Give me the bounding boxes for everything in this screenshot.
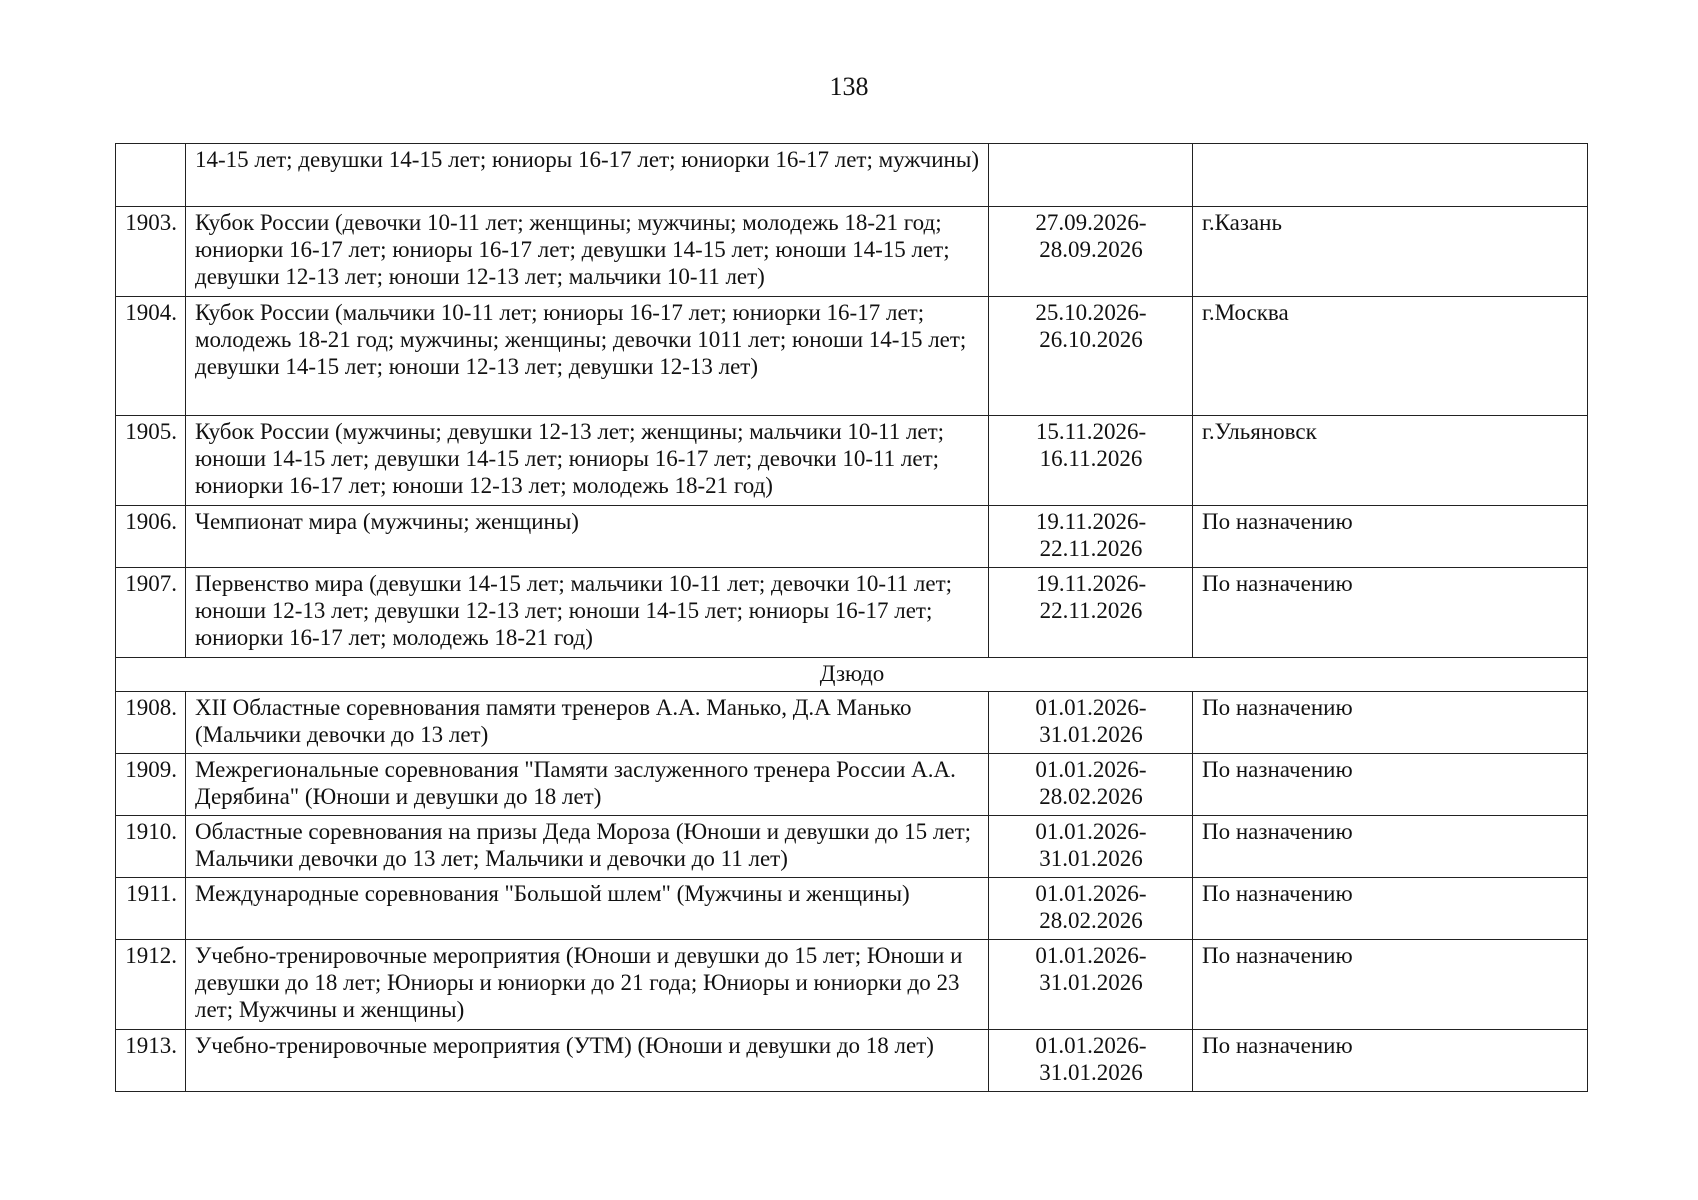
event-place: По назначению (1193, 568, 1588, 658)
table-row (116, 207, 1588, 297)
table-row (116, 416, 1588, 506)
event-name: Первенство мира (девушки 14-15 лет; мальчики 10-11 лет; девочки 10-11 лет; юноши 12-13 лет; девушки 12-13 лет; юноши 14-15 лет; юниоры 16-17 лет; юниорки 16-17 лет; молодежь 18-21 год) (186, 568, 989, 658)
event-dates: 01.01.2026-31.01.2026 (989, 1030, 1193, 1092)
event-place: По назначению (1193, 506, 1588, 568)
row-number: 1904. (116, 297, 186, 416)
event-name: Кубок России (мужчины; девушки 12-13 лет; женщины; мальчики 10-11 лет; юноши 14-15 лет; девушки 14-15 лет; юниоры 16-17 лет; девочки 10-11 лет; юниорки 16-17 лет; юноши 12-13 лет; молодежь 18-21 год) (186, 416, 989, 506)
event-name: XII Областные соревнования памяти тренеров А.А. Манько, Д.А Манько (Мальчики девочки до 13 лет) (186, 692, 989, 754)
event-place: По назначению (1193, 1030, 1588, 1092)
event-dates: 19.11.2026-22.11.2026 (989, 568, 1193, 658)
events-table (115, 143, 1588, 1092)
event-place: г.Ульяновск (1193, 416, 1588, 506)
table-row (116, 940, 1588, 1030)
event-name: Областные соревнования на призы Деда Мороза (Юноши и девушки до 15 лет; Мальчики девочки до 13 лет; Мальчики и девочки до 11 лет) (186, 816, 989, 878)
event-name: 14-15 лет; девушки 14-15 лет; юниоры 16-17 лет; юниорки 16-17 лет; мужчины) (186, 144, 989, 207)
event-dates: 27.09.2026-28.09.2026 (989, 207, 1193, 297)
row-number: 1907. (116, 568, 186, 658)
row-number: 1909. (116, 754, 186, 816)
event-name: Кубок России (мальчики 10-11 лет; юниоры 16-17 лет; юниорки 16-17 лет; молодежь 18-21 год; мужчины; женщины; девочки 1011 лет; юноши 14-15 лет; девушки 14-15 лет; юноши 12-13 лет; девушки 12-13 лет) (186, 297, 989, 416)
event-place: По назначению (1193, 754, 1588, 816)
table-row (116, 1030, 1588, 1092)
table-row (116, 144, 1588, 207)
event-name: Чемпионат мира (мужчины; женщины) (186, 506, 989, 568)
table-row (116, 297, 1588, 416)
table-row (116, 692, 1588, 754)
event-place: По назначению (1193, 816, 1588, 878)
page-number: 138 (829, 72, 869, 101)
event-dates: 19.11.2026-22.11.2026 (989, 506, 1193, 568)
table-row (116, 816, 1588, 878)
event-place: По назначению (1193, 940, 1588, 1030)
row-number: 1908. (116, 692, 186, 754)
table-row (116, 754, 1588, 816)
event-dates: 01.01.2026-28.02.2026 (989, 754, 1193, 816)
row-number: 1903. (116, 207, 186, 297)
event-dates: 25.10.2026-26.10.2026 (989, 297, 1193, 416)
row-number: 1910. (116, 816, 186, 878)
event-name: Международные соревнования "Большой шлем" (Мужчины и женщины) (186, 878, 989, 940)
event-place: г.Москва (1193, 297, 1588, 416)
table-row (116, 506, 1588, 568)
event-place (1193, 144, 1588, 207)
event-place: По назначению (1193, 878, 1588, 940)
event-name: Кубок России (девочки 10-11 лет; женщины; мужчины; молодежь 18-21 год; юниорки 16-17 лет; юниоры 16-17 лет; девушки 14-15 лет; юноши 14-15 лет; девушки 12-13 лет; юноши 12-13 лет; мальчики 10-11 лет) (186, 207, 989, 297)
event-dates: 15.11.2026-16.11.2026 (989, 416, 1193, 506)
row-number: 1905. (116, 416, 186, 506)
event-name: Межрегиональные соревнования "Памяти заслуженного тренера России А.А. Дерябина" (Юноши и девушки до 18 лет) (186, 754, 989, 816)
row-number: 1913. (116, 1030, 186, 1092)
section-title: Дзюдо (116, 658, 1588, 692)
event-dates (989, 144, 1193, 207)
table-row (116, 878, 1588, 940)
event-dates: 01.01.2026-31.01.2026 (989, 692, 1193, 754)
row-number: 1906. (116, 506, 186, 568)
event-place: По назначению (1193, 692, 1588, 754)
table-row (116, 568, 1588, 658)
event-dates: 01.01.2026-28.02.2026 (989, 878, 1193, 940)
row-number: 1912. (116, 940, 186, 1030)
event-name: Учебно-тренировочные мероприятия (Юноши и девушки до 15 лет; Юноши и девушки до 18 лет; Юниоры и юниорки до 21 года; Юниоры и юниорки до 23 лет; Мужчины и женщины) (186, 940, 989, 1030)
row-number (116, 144, 186, 207)
event-place: г.Казань (1193, 207, 1588, 297)
event-dates: 01.01.2026-31.01.2026 (989, 816, 1193, 878)
event-dates: 01.01.2026-31.01.2026 (989, 940, 1193, 1030)
section-row (116, 658, 1588, 692)
event-name: Учебно-тренировочные мероприятия (УТМ) (Юноши и девушки до 18 лет) (186, 1030, 989, 1092)
row-number: 1911. (116, 878, 186, 940)
